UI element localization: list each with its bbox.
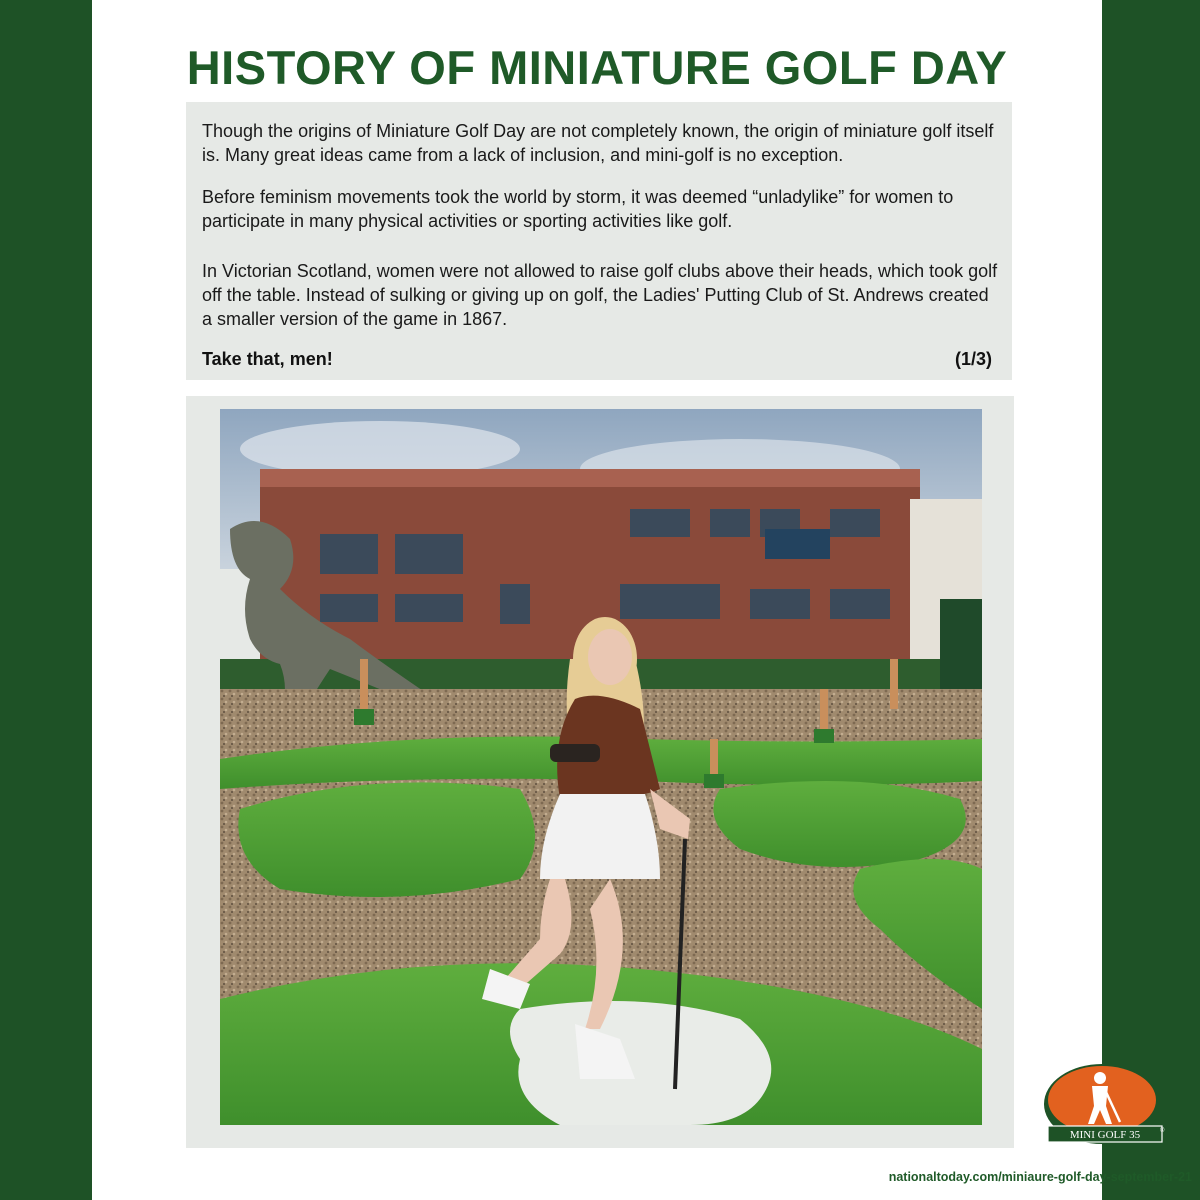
mini-golf-photo bbox=[220, 409, 982, 1125]
mini-golf-logo-icon bbox=[1040, 1062, 1170, 1146]
left-green-bar bbox=[0, 0, 92, 1200]
logo-registered-mark: ® bbox=[1160, 1128, 1165, 1134]
mini-golf-35-logo bbox=[1040, 1062, 1170, 1146]
page-title: HISTORY OF MINIATURE GOLF DAY bbox=[186, 41, 1008, 94]
right-green-bar bbox=[1102, 0, 1200, 1200]
logo-text: MINI GOLF 35 bbox=[1069, 1129, 1141, 1141]
photo-illustration bbox=[220, 409, 982, 1125]
paragraph-origins: Though the origins of Miniature Golf Day are not completely known, the origin of miniature golf itself is. Many great ideas came from a lack of inclusion, and mini-golf is no exception. bbox=[202, 121, 994, 165]
closing-line: Take that, men! bbox=[202, 349, 333, 369]
paragraph-victorian-scotland: In Victorian Scotland, women were not allowed to raise golf clubs above their heads, which took golf off the table. Instead of sulking or giving up on golf, the Ladies' Putting Club of St. Andrews created a smaller version of the game in 1867. bbox=[202, 261, 998, 329]
source-url: nationaltoday.com/miniaure-golf-day-september-21 bbox=[888, 1170, 1192, 1184]
text-panel bbox=[186, 102, 1012, 380]
photo-frame bbox=[186, 396, 1014, 1148]
page-indicator: (1/3) bbox=[954, 349, 992, 369]
paragraph-feminism: Before feminism movements took the world by storm, it was deemed “unladylike” for women to participate in many physical activities or sporting activities like golf. bbox=[202, 187, 954, 231]
